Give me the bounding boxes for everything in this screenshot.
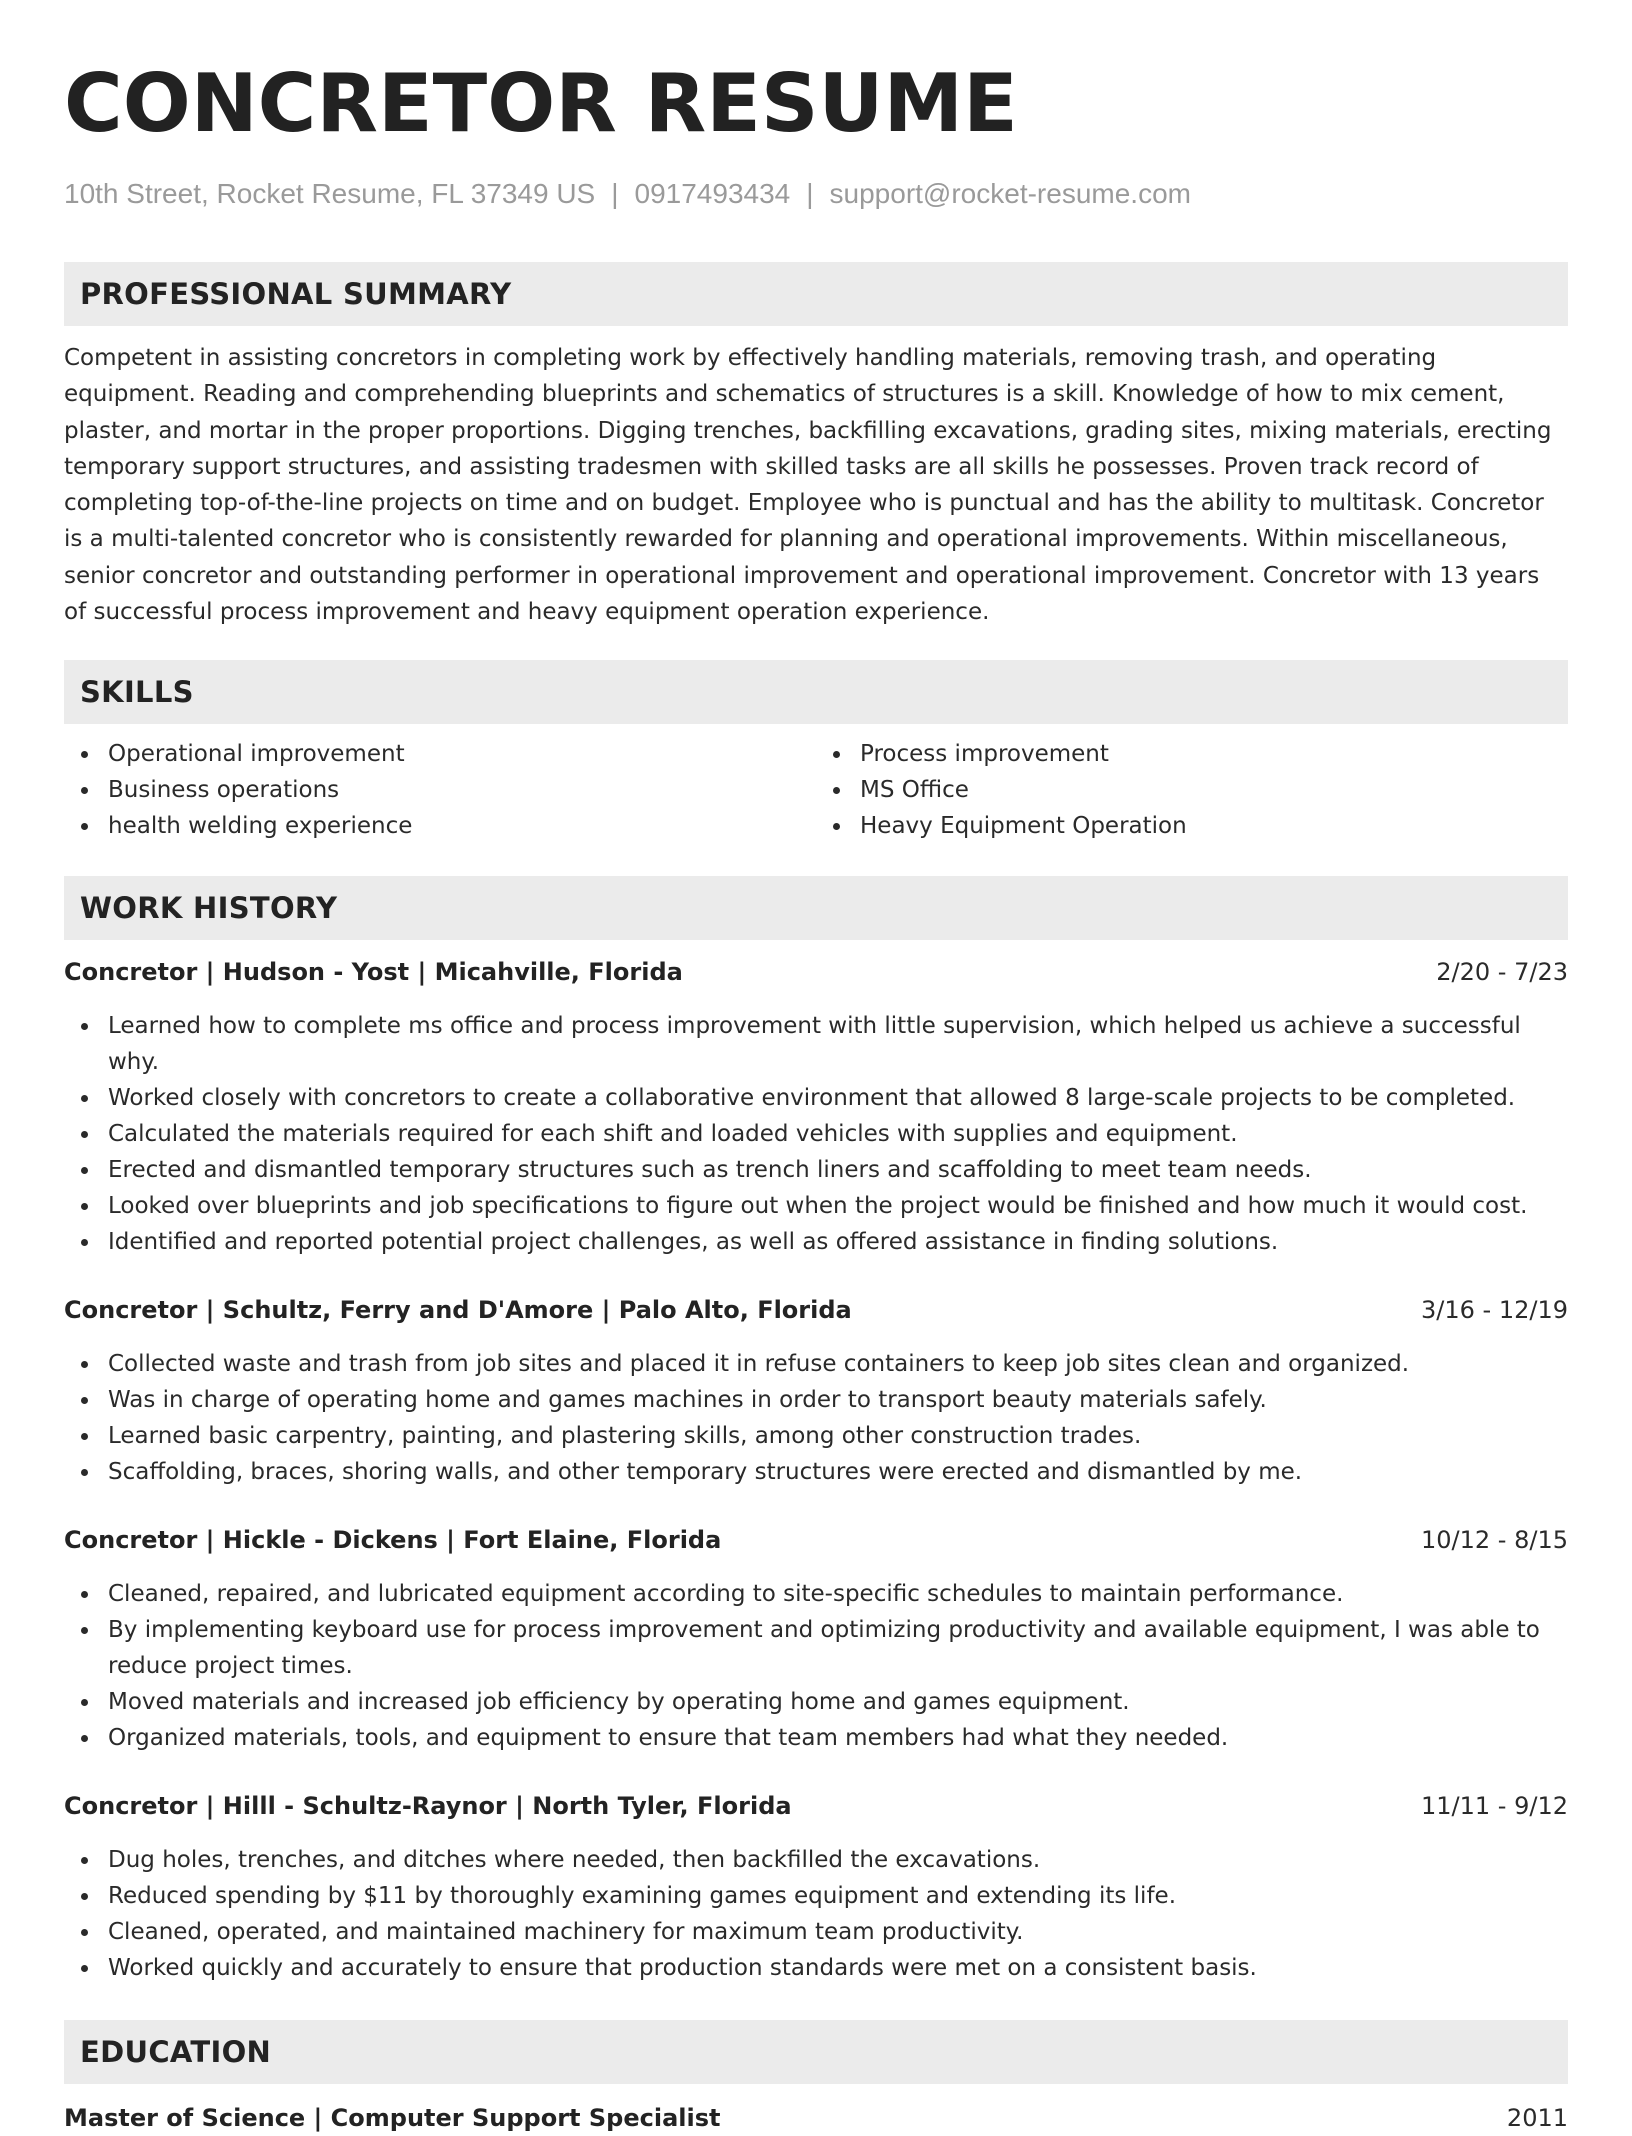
skill-item: Process improvement: [816, 736, 1568, 772]
job-header: [64, 1788, 1568, 1824]
job-bullets: [64, 1576, 1568, 1756]
skills-column-right: [816, 736, 1568, 844]
skill-item: MS Office: [816, 772, 1568, 808]
job-bullet: Reduced spending by $11 by thoroughly examining games equipment and extending its life.: [64, 1878, 1568, 1914]
job-dates: 2/20 - 7/23: [1436, 958, 1568, 987]
job-bullet: Was in charge of operating home and games machines in order to transport beauty materials safely.: [64, 1382, 1568, 1418]
skill-item: Business operations: [64, 772, 816, 808]
resume-title: CONCRETOR RESUME: [64, 57, 1018, 150]
job-title: Concretor | Hilll - Schultz-Raynor | North Tyler, Florida: [64, 1792, 792, 1821]
section-heading-skills: SKILLS: [64, 660, 1568, 724]
skills-column-left: [64, 736, 816, 844]
skills-list: [64, 736, 1568, 844]
job-bullet: Scaffolding, braces, shoring walls, and other temporary structures were erected and dismantled by me.: [64, 1454, 1568, 1490]
job-dates: 11/11 - 9/12: [1421, 1792, 1568, 1821]
graduation-year: 2011: [1506, 2104, 1568, 2133]
contact-phone: 0917493434: [634, 178, 791, 209]
job-bullet: By implementing keyboard use for process improvement and optimizing productivity and available equipment, I was able to reduce project times.: [64, 1612, 1568, 1684]
job-bullets: [64, 1008, 1568, 1260]
job-bullet: Erected and dismantled temporary structures such as trench liners and scaffolding to meet team needs.: [64, 1152, 1568, 1188]
job-bullet: Looked over blueprints and job specifications to figure out when the project would be finished and how much it would cost.: [64, 1188, 1568, 1224]
job-bullet: Identified and reported potential project challenges, as well as offered assistance in finding solutions.: [64, 1224, 1568, 1260]
skill-item: health welding experience: [64, 808, 816, 844]
job-entry: [64, 1522, 1568, 1756]
contact-line: [64, 176, 1568, 212]
job-dates: 10/12 - 8/15: [1421, 1526, 1568, 1555]
section-heading-education: EDUCATION: [64, 2020, 1568, 2084]
job-bullet: Cleaned, repaired, and lubricated equipment according to site-specific schedules to maintain performance.: [64, 1576, 1568, 1612]
job-title: Concretor | Schultz, Ferry and D'Amore | Palo Alto, Florida: [64, 1296, 852, 1325]
job-entry: [64, 1788, 1568, 1986]
contact-address: 10th Street, Rocket Resume, FL 37349 US: [64, 178, 596, 209]
section-heading-work-history: WORK HISTORY: [64, 876, 1568, 940]
job-bullet: Collected waste and trash from job sites and placed it in refuse containers to keep job sites clean and organized.: [64, 1346, 1568, 1382]
job-entry: [64, 1292, 1568, 1490]
job-header: [64, 1292, 1568, 1328]
job-title: Concretor | Hickle - Dickens | Fort Elaine, Florida: [64, 1526, 722, 1555]
job-bullets: [64, 1842, 1568, 1986]
education-entry: [64, 2100, 1568, 2136]
contact-separator: |: [806, 178, 814, 209]
summary-text: Competent in assisting concretors in completing work by effectively handling materials, removing trash, and operating equipment. Reading and comprehending blueprints and schematics of structures is a skill. Knowledge of how to mix cement, plaster, and mortar in the proper proportions. Digging trenches, backfilling excavations, grading sites, mixing materials, erecting temporary support structures, and assisting tradesmen with skilled tasks are all skills he possesses. Proven track record of completing top-of-the-line projects on time and on budget. Employee who is punctual and has the ability to multitask. Concretor is a multi-talented concretor who is consistently rewarded for planning and operational improvements. Within miscellaneous, senior concretor and outstanding performer in operational improvement and operational improvement. Concretor with 13 years of successful process improvement and heavy equipment operation experience.: [64, 345, 1552, 626]
skill-item: Operational improvement: [64, 736, 816, 772]
job-bullet: Learned basic carpentry, painting, and plastering skills, among other construction trades.: [64, 1418, 1568, 1454]
education-header: [64, 2100, 1568, 2136]
job-bullet: Cleaned, operated, and maintained machinery for maximum team productivity.: [64, 1914, 1568, 1950]
section-heading-summary: PROFESSIONAL SUMMARY: [64, 262, 1568, 326]
job-dates: 3/16 - 12/19: [1421, 1296, 1568, 1325]
job-header: [64, 1522, 1568, 1558]
job-bullet: Worked closely with concretors to create a collaborative environment that allowed 8 large-scale projects to be completed.: [64, 1080, 1568, 1116]
job-bullet: Moved materials and increased job efficiency by operating home and games equipment.: [64, 1684, 1568, 1720]
job-entry: [64, 954, 1568, 1260]
job-header: [64, 954, 1568, 990]
job-bullet: Calculated the materials required for each shift and loaded vehicles with supplies and equipment.: [64, 1116, 1568, 1152]
job-bullets: [64, 1346, 1568, 1490]
job-bullet: Learned how to complete ms office and process improvement with little supervision, which helped us achieve a successful why.: [64, 1008, 1568, 1080]
contact-email: support@rocket-resume.com: [829, 178, 1191, 209]
job-title: Concretor | Hudson - Yost | Micahville, Florida: [64, 958, 683, 987]
degree-title: Master of Science | Computer Support Specialist: [64, 2104, 721, 2133]
skill-item: Heavy Equipment Operation: [816, 808, 1568, 844]
job-bullet: Worked quickly and accurately to ensure that production standards were met on a consistent basis.: [64, 1950, 1568, 1986]
contact-separator: |: [611, 178, 619, 209]
job-bullet: Dug holes, trenches, and ditches where needed, then backfilled the excavations.: [64, 1842, 1568, 1878]
job-bullet: Organized materials, tools, and equipment to ensure that team members had what they needed.: [64, 1720, 1568, 1756]
